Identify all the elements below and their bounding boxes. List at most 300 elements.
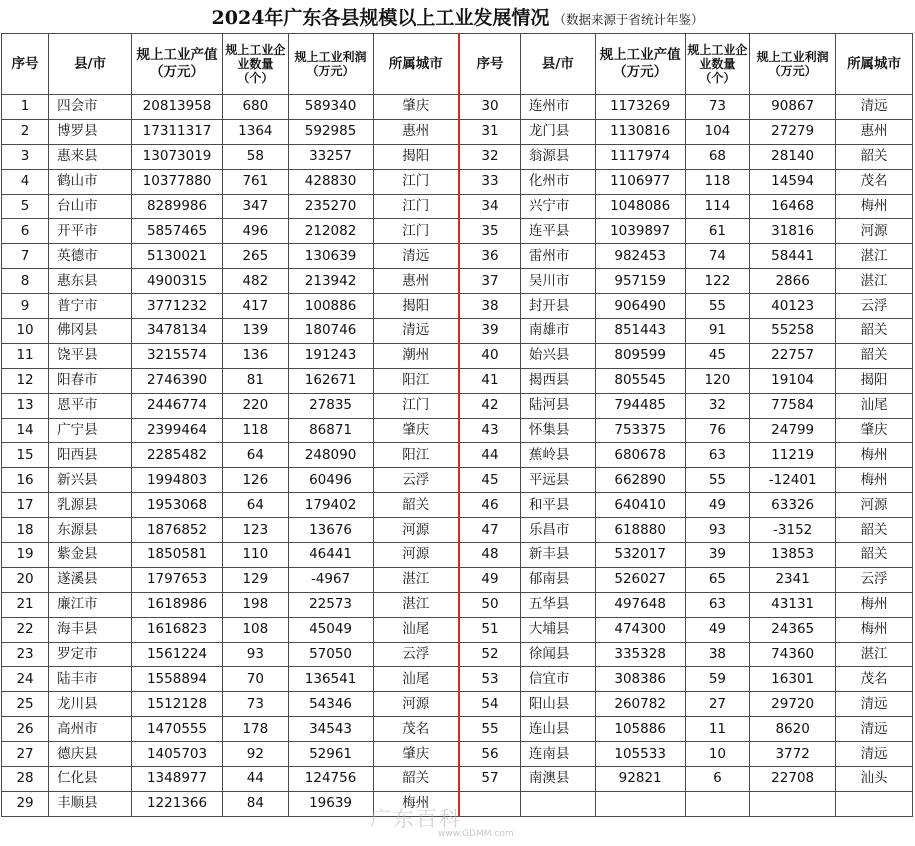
output-value-cell: 982453: [595, 244, 685, 269]
county-cell: 普宁市: [49, 294, 132, 319]
city-cell: 河源: [836, 493, 913, 518]
city-cell: 韶关: [836, 319, 913, 344]
enterprise-count-cell: 63: [685, 592, 749, 617]
rank-cell: 34: [459, 194, 520, 219]
enterprise-count-cell: 347: [223, 194, 289, 219]
county-cell: [520, 791, 595, 816]
city-cell: 湛江: [836, 244, 913, 269]
header-cell: 规上工业企业数量（个）: [685, 34, 749, 95]
table-row: [2, 244, 913, 269]
output-value-cell: 1221366: [131, 791, 222, 816]
output-value-cell: 1876852: [131, 518, 222, 543]
enterprise-count-cell: 265: [223, 244, 289, 269]
city-cell: 惠州: [373, 119, 459, 144]
county-cell: 雷州市: [520, 244, 595, 269]
city-cell: 潮州: [373, 343, 459, 368]
table-row: [2, 742, 913, 767]
city-cell: 韶关: [836, 543, 913, 568]
rank-cell: 36: [459, 244, 520, 269]
rank-cell: 40: [459, 343, 520, 368]
rank-cell: 25: [2, 692, 49, 717]
profit-cell: -3152: [750, 518, 836, 543]
rank-cell: 9: [2, 294, 49, 319]
profit-cell: 8620: [750, 717, 836, 742]
enterprise-count-cell: 55: [685, 294, 749, 319]
county-cell: 遂溪县: [49, 567, 132, 592]
enterprise-count-cell: 108: [223, 617, 289, 642]
county-cell: 紫金县: [49, 543, 132, 568]
city-cell: 揭阳: [373, 144, 459, 169]
enterprise-count-cell: 70: [223, 667, 289, 692]
county-cell: 翁源县: [520, 144, 595, 169]
profit-cell: 235270: [288, 194, 373, 219]
county-cell: 阳春市: [49, 368, 132, 393]
city-cell: 揭阳: [373, 294, 459, 319]
city-cell: 清远: [836, 95, 913, 120]
rank-cell: 47: [459, 518, 520, 543]
rank-cell: 10: [2, 319, 49, 344]
profit-cell: 100886: [288, 294, 373, 319]
rank-cell: 54: [459, 692, 520, 717]
profit-cell: 130639: [288, 244, 373, 269]
output-value-cell: 335328: [595, 642, 685, 667]
county-cell: 佛冈县: [49, 319, 132, 344]
city-cell: 惠州: [373, 269, 459, 294]
profit-cell: 19639: [288, 791, 373, 816]
city-cell: 江门: [373, 393, 459, 418]
rank-cell: 27: [2, 742, 49, 767]
table-row: [2, 717, 913, 742]
rank-cell: 14: [2, 418, 49, 443]
enterprise-count-cell: 64: [223, 493, 289, 518]
output-value-cell: 1797653: [131, 567, 222, 592]
county-cell: 龙川县: [49, 692, 132, 717]
output-value-cell: 680678: [595, 443, 685, 468]
profit-cell: -12401: [750, 468, 836, 493]
output-value-cell: 20813958: [131, 95, 222, 120]
city-cell: 云浮: [836, 294, 913, 319]
profit-cell: 77584: [750, 393, 836, 418]
profit-cell: 33257: [288, 144, 373, 169]
output-value-cell: 3771232: [131, 294, 222, 319]
profit-cell: 24799: [750, 418, 836, 443]
table-row: [2, 592, 913, 617]
table-title: [0, 0, 915, 34]
county-cell: 阳西县: [49, 443, 132, 468]
rank-cell: 5: [2, 194, 49, 219]
city-cell: 汕头: [836, 767, 913, 792]
county-cell: 蕉岭县: [520, 443, 595, 468]
county-cell: 陆丰市: [49, 667, 132, 692]
city-cell: 湛江: [373, 592, 459, 617]
rank-cell: 16: [2, 468, 49, 493]
profit-cell: 2866: [750, 269, 836, 294]
rank-cell: 38: [459, 294, 520, 319]
output-value-cell: 906490: [595, 294, 685, 319]
enterprise-count-cell: 45: [685, 343, 749, 368]
output-value-cell: 474300: [595, 617, 685, 642]
city-cell: 阳江: [373, 443, 459, 468]
county-cell: 开平市: [49, 219, 132, 244]
rank-cell: 46: [459, 493, 520, 518]
enterprise-count-cell: 110: [223, 543, 289, 568]
profit-cell: 27835: [288, 393, 373, 418]
city-cell: 河源: [836, 219, 913, 244]
table-row: [2, 791, 913, 816]
rank-cell: 18: [2, 518, 49, 543]
table-body: [2, 95, 913, 817]
profit-cell: 124756: [288, 767, 373, 792]
output-value-cell: 1618986: [131, 592, 222, 617]
output-value-cell: 2399464: [131, 418, 222, 443]
rank-cell: 12: [2, 368, 49, 393]
output-value-cell: 1117974: [595, 144, 685, 169]
header-cell: 县/市: [520, 34, 595, 95]
city-cell: 梅州: [836, 194, 913, 219]
enterprise-count-cell: 11: [685, 717, 749, 742]
county-cell: 揭西县: [520, 368, 595, 393]
output-value-cell: 1048086: [595, 194, 685, 219]
output-value-cell: 8289986: [131, 194, 222, 219]
city-cell: 茂名: [836, 667, 913, 692]
enterprise-count-cell: 32: [685, 393, 749, 418]
profit-cell: 180746: [288, 319, 373, 344]
enterprise-count-cell: 198: [223, 592, 289, 617]
rank-cell: 37: [459, 269, 520, 294]
rank-cell: 19: [2, 543, 49, 568]
enterprise-count-cell: 178: [223, 717, 289, 742]
rank-cell: 6: [2, 219, 49, 244]
profit-cell: 191243: [288, 343, 373, 368]
city-cell: 汕尾: [836, 393, 913, 418]
profit-cell: 52961: [288, 742, 373, 767]
enterprise-count-cell: 417: [223, 294, 289, 319]
county-cell: 博罗县: [49, 119, 132, 144]
profit-cell: -4967: [288, 567, 373, 592]
output-value-cell: 532017: [595, 543, 685, 568]
header-cell: 所属城市: [836, 34, 913, 95]
enterprise-count-cell: 84: [223, 791, 289, 816]
rank-cell: 11: [2, 343, 49, 368]
output-value-cell: [595, 791, 685, 816]
table-row: [2, 95, 913, 120]
rank-cell: 8: [2, 269, 49, 294]
enterprise-count-cell: 496: [223, 219, 289, 244]
profit-cell: 46441: [288, 543, 373, 568]
profit-cell: 179402: [288, 493, 373, 518]
profit-cell: 24365: [750, 617, 836, 642]
profit-cell: 43131: [750, 592, 836, 617]
county-cell: 惠来县: [49, 144, 132, 169]
county-cell: 连山县: [520, 717, 595, 742]
header-row: [2, 34, 913, 95]
county-cell: 四会市: [49, 95, 132, 120]
county-cell: 龙门县: [520, 119, 595, 144]
profit-cell: 213942: [288, 269, 373, 294]
county-cell: 仁化县: [49, 767, 132, 792]
city-cell: 云浮: [373, 642, 459, 667]
profit-cell: 248090: [288, 443, 373, 468]
enterprise-count-cell: 136: [223, 343, 289, 368]
rank-cell: 55: [459, 717, 520, 742]
enterprise-count-cell: 92: [223, 742, 289, 767]
output-value-cell: 17311317: [131, 119, 222, 144]
county-cell: 始兴县: [520, 343, 595, 368]
table-row: [2, 518, 913, 543]
rank-cell: 41: [459, 368, 520, 393]
city-cell: 湛江: [373, 567, 459, 592]
output-value-cell: 13073019: [131, 144, 222, 169]
output-value-cell: 3215574: [131, 343, 222, 368]
city-cell: [836, 791, 913, 816]
rank-cell: 45: [459, 468, 520, 493]
profit-cell: 22708: [750, 767, 836, 792]
enterprise-count-cell: 74: [685, 244, 749, 269]
watermark-logo: 广东百科: [370, 807, 462, 831]
county-cell: 信宜市: [520, 667, 595, 692]
output-value-cell: 1348977: [131, 767, 222, 792]
output-value-cell: 1405703: [131, 742, 222, 767]
rank-cell: 49: [459, 567, 520, 592]
county-cell: 徐闻县: [520, 642, 595, 667]
enterprise-count-cell: 118: [685, 169, 749, 194]
enterprise-count-cell: 482: [223, 269, 289, 294]
enterprise-count-cell: 73: [223, 692, 289, 717]
table-row: [2, 393, 913, 418]
city-cell: 汕尾: [373, 617, 459, 642]
output-value-cell: 3478134: [131, 319, 222, 344]
profit-cell: 16468: [750, 194, 836, 219]
profit-cell: 45049: [288, 617, 373, 642]
city-cell: 河源: [373, 518, 459, 543]
enterprise-count-cell: 220: [223, 393, 289, 418]
table-row: [2, 269, 913, 294]
county-cell: 吴川市: [520, 269, 595, 294]
table-row: [2, 543, 913, 568]
city-cell: 肇庆: [373, 418, 459, 443]
output-value-cell: 753375: [595, 418, 685, 443]
rank-cell: 13: [2, 393, 49, 418]
enterprise-count-cell: 49: [685, 493, 749, 518]
profit-cell: 58441: [750, 244, 836, 269]
output-value-cell: 1561224: [131, 642, 222, 667]
table-row: [2, 294, 913, 319]
enterprise-count-cell: 73: [685, 95, 749, 120]
profit-cell: 22573: [288, 592, 373, 617]
enterprise-count-cell: 104: [685, 119, 749, 144]
output-value-cell: 4900315: [131, 269, 222, 294]
profit-cell: 34543: [288, 717, 373, 742]
profit-cell: 90867: [750, 95, 836, 120]
city-cell: 清远: [836, 717, 913, 742]
county-cell: 饶平县: [49, 343, 132, 368]
rank-cell: 4: [2, 169, 49, 194]
enterprise-count-cell: 39: [685, 543, 749, 568]
county-cell: 南雄市: [520, 319, 595, 344]
industry-table: [1, 33, 913, 817]
rank-cell: 53: [459, 667, 520, 692]
output-value-cell: 1850581: [131, 543, 222, 568]
city-cell: 韶关: [373, 493, 459, 518]
output-value-cell: 805545: [595, 368, 685, 393]
table-row: [2, 443, 913, 468]
city-cell: 韶关: [836, 144, 913, 169]
table-row: [2, 219, 913, 244]
output-value-cell: 1558894: [131, 667, 222, 692]
profit-cell: 16301: [750, 667, 836, 692]
table-row: [2, 767, 913, 792]
profit-cell: 162671: [288, 368, 373, 393]
table-row: [2, 144, 913, 169]
county-cell: 广宁县: [49, 418, 132, 443]
header-cell: 序号: [2, 34, 49, 95]
table-row: [2, 468, 913, 493]
header-cell: 规上工业利润（万元）: [750, 34, 836, 95]
output-value-cell: 662890: [595, 468, 685, 493]
city-cell: 河源: [373, 692, 459, 717]
profit-cell: 22757: [750, 343, 836, 368]
header-cell: 序号: [459, 34, 520, 95]
table-row: [2, 368, 913, 393]
enterprise-count-cell: 114: [685, 194, 749, 219]
profit-cell: 31816: [750, 219, 836, 244]
header-cell: 规上工业企业数量（个）: [223, 34, 289, 95]
rank-cell: 50: [459, 592, 520, 617]
title-main: 2024年广东各县规模以上工业发展情况: [211, 7, 550, 29]
enterprise-count-cell: 126: [223, 468, 289, 493]
city-cell: 韶关: [836, 518, 913, 543]
table-row: [2, 343, 913, 368]
county-cell: 乐昌市: [520, 518, 595, 543]
rank-cell: 43: [459, 418, 520, 443]
city-cell: 湛江: [836, 269, 913, 294]
rank-cell: 7: [2, 244, 49, 269]
enterprise-count-cell: 55: [685, 468, 749, 493]
profit-cell: 589340: [288, 95, 373, 120]
profit-cell: 19104: [750, 368, 836, 393]
table-row: [2, 418, 913, 443]
city-cell: 揭阳: [836, 368, 913, 393]
header-cell: 规上工业产值（万元）: [131, 34, 222, 95]
city-cell: 江门: [373, 169, 459, 194]
county-cell: 和平县: [520, 493, 595, 518]
enterprise-count-cell: 49: [685, 617, 749, 642]
profit-cell: 40123: [750, 294, 836, 319]
enterprise-count-cell: 91: [685, 319, 749, 344]
rank-cell: 32: [459, 144, 520, 169]
county-cell: 恩平市: [49, 393, 132, 418]
enterprise-count-cell: 38: [685, 642, 749, 667]
enterprise-count-cell: 139: [223, 319, 289, 344]
city-cell: 梅州: [836, 443, 913, 468]
profit-cell: 3772: [750, 742, 836, 767]
county-cell: 郁南县: [520, 567, 595, 592]
output-value-cell: 308386: [595, 667, 685, 692]
output-value-cell: 497648: [595, 592, 685, 617]
county-cell: 南澳县: [520, 767, 595, 792]
table-row: [2, 692, 913, 717]
enterprise-count-cell: [685, 791, 749, 816]
rank-cell: 52: [459, 642, 520, 667]
enterprise-count-cell: 122: [685, 269, 749, 294]
county-cell: 化州市: [520, 169, 595, 194]
enterprise-count-cell: 61: [685, 219, 749, 244]
table-row: [2, 642, 913, 667]
county-cell: 东源县: [49, 518, 132, 543]
profit-cell: 55258: [750, 319, 836, 344]
profit-cell: 86871: [288, 418, 373, 443]
city-cell: 汕尾: [373, 667, 459, 692]
enterprise-count-cell: 63: [685, 443, 749, 468]
city-cell: 清远: [836, 742, 913, 767]
city-cell: 肇庆: [836, 418, 913, 443]
rank-cell: 2: [2, 119, 49, 144]
rank-cell: 39: [459, 319, 520, 344]
city-cell: 韶关: [836, 343, 913, 368]
enterprise-count-cell: 761: [223, 169, 289, 194]
city-cell: 清远: [373, 244, 459, 269]
rank-cell: 20: [2, 567, 49, 592]
city-cell: 江门: [373, 219, 459, 244]
enterprise-count-cell: 6: [685, 767, 749, 792]
rank-cell: 21: [2, 592, 49, 617]
county-cell: 台山市: [49, 194, 132, 219]
output-value-cell: 640410: [595, 493, 685, 518]
county-cell: 廉江市: [49, 592, 132, 617]
city-cell: 清远: [373, 319, 459, 344]
output-value-cell: 526027: [595, 567, 685, 592]
rank-cell: 30: [459, 95, 520, 120]
profit-cell: 63326: [750, 493, 836, 518]
city-cell: 肇庆: [373, 95, 459, 120]
table-row: [2, 119, 913, 144]
output-value-cell: 1039897: [595, 219, 685, 244]
city-cell: 云浮: [836, 567, 913, 592]
title-source-note: （数据来源于省统计年鉴）: [553, 12, 704, 27]
profit-cell: 27279: [750, 119, 836, 144]
enterprise-count-cell: 10: [685, 742, 749, 767]
enterprise-count-cell: 59: [685, 667, 749, 692]
rank-cell: 51: [459, 617, 520, 642]
county-cell: 连平县: [520, 219, 595, 244]
enterprise-count-cell: 68: [685, 144, 749, 169]
output-value-cell: 260782: [595, 692, 685, 717]
output-value-cell: 1106977: [595, 169, 685, 194]
city-cell: 梅州: [836, 617, 913, 642]
county-cell: 高州市: [49, 717, 132, 742]
city-cell: 清远: [836, 692, 913, 717]
watermark-url: www.GDMM.com: [438, 829, 514, 839]
rank-cell: 33: [459, 169, 520, 194]
output-value-cell: 1130816: [595, 119, 685, 144]
profit-cell: 28140: [750, 144, 836, 169]
city-cell: 云浮: [373, 468, 459, 493]
county-cell: 海丰县: [49, 617, 132, 642]
output-value-cell: 1512128: [131, 692, 222, 717]
rank-cell: 42: [459, 393, 520, 418]
output-value-cell: 1953068: [131, 493, 222, 518]
profit-cell: 29720: [750, 692, 836, 717]
enterprise-count-cell: 76: [685, 418, 749, 443]
profit-cell: 13676: [288, 518, 373, 543]
header-cell: 所属城市: [373, 34, 459, 95]
county-cell: 英德市: [49, 244, 132, 269]
output-value-cell: 1994803: [131, 468, 222, 493]
rank-cell: 26: [2, 717, 49, 742]
city-cell: 湛江: [836, 642, 913, 667]
rank-cell: 31: [459, 119, 520, 144]
output-value-cell: 1470555: [131, 717, 222, 742]
